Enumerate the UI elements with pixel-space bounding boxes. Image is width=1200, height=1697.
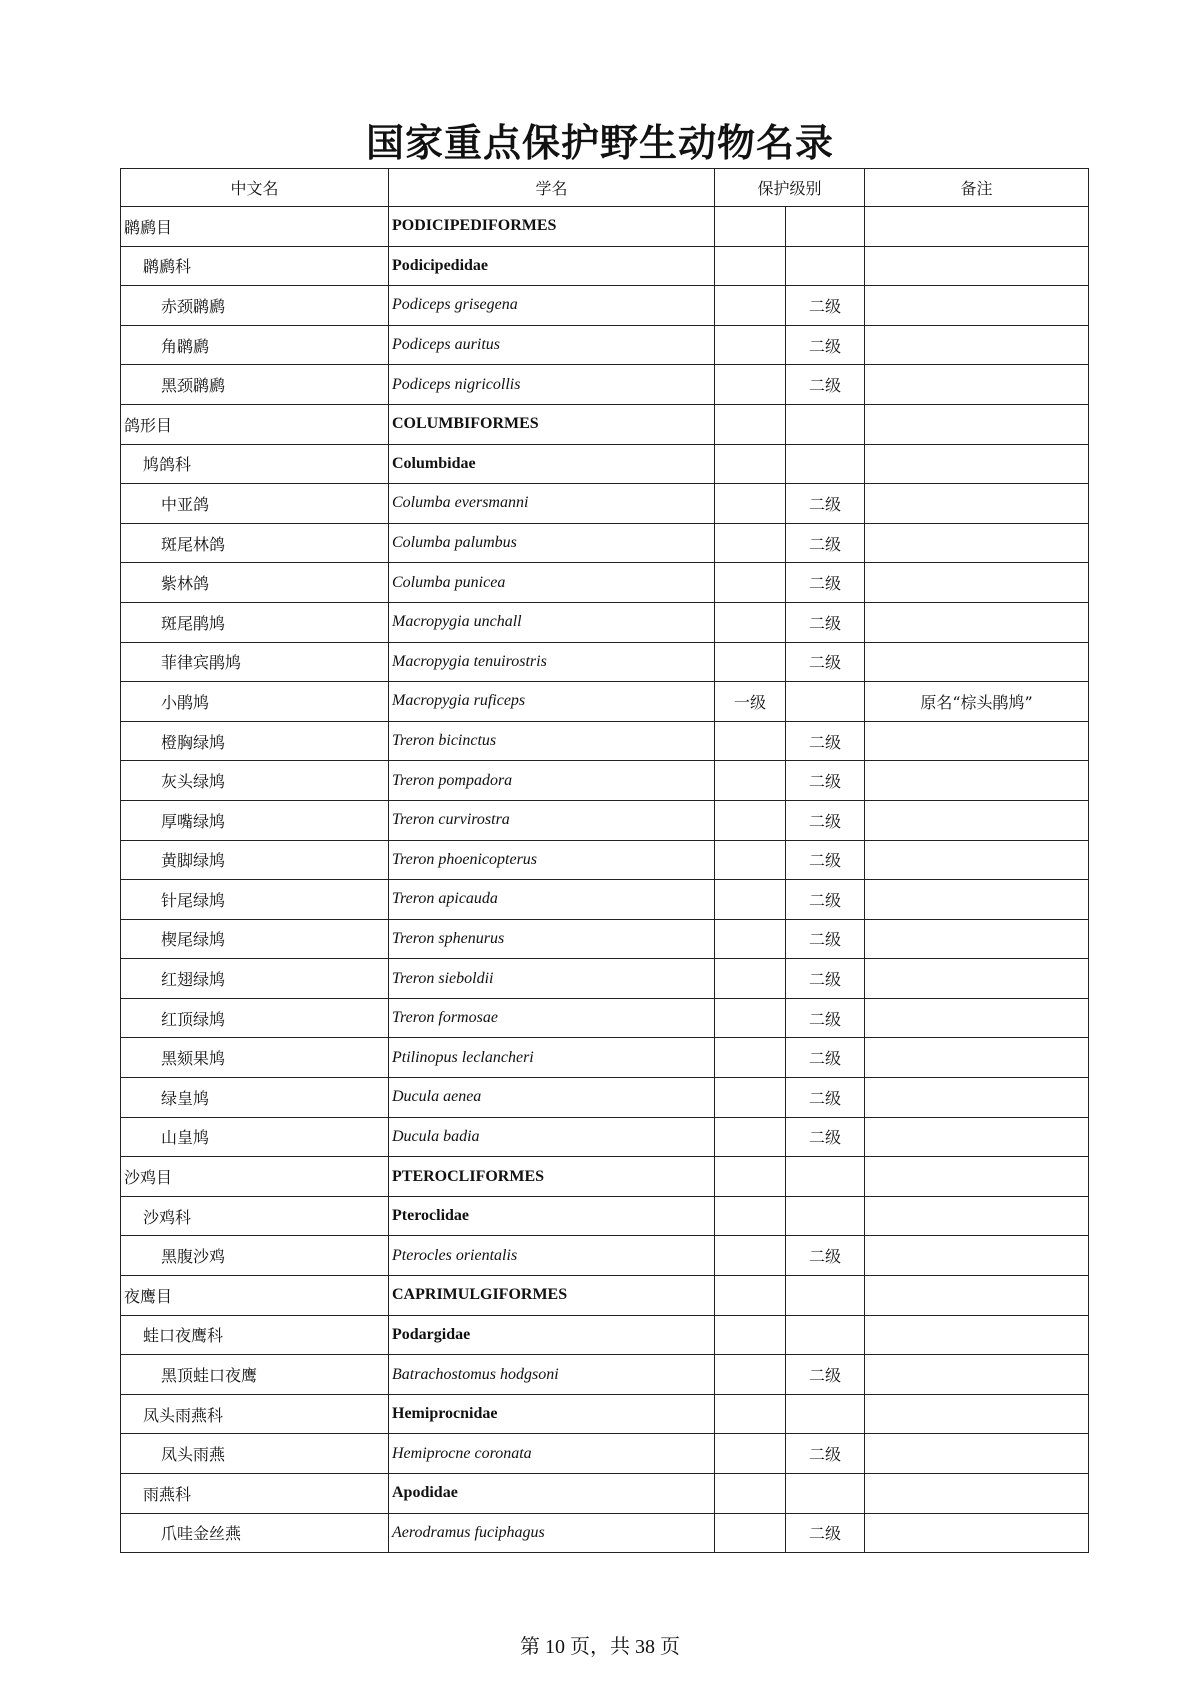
chinese-name-cell: 楔尾绿鸠 xyxy=(121,919,389,959)
level-two-cell: 二级 xyxy=(786,721,865,761)
table-row xyxy=(121,207,1089,247)
level-two-cell xyxy=(786,207,865,247)
remarks-cell xyxy=(865,1394,1089,1434)
table-row xyxy=(121,840,1089,880)
table-row xyxy=(121,1434,1089,1474)
chinese-name-cell: 红顶绿鸠 xyxy=(121,998,389,1038)
level-two-cell: 二级 xyxy=(786,1434,865,1474)
scientific-name-cell: PODICIPEDIFORMES xyxy=(389,207,715,247)
remarks-cell xyxy=(865,246,1089,286)
table-row xyxy=(121,880,1089,920)
header-remarks: 备注 xyxy=(865,169,1089,207)
level-two-cell: 二级 xyxy=(786,1236,865,1276)
chinese-name-cell: 雨燕科 xyxy=(121,1474,389,1514)
remarks-cell xyxy=(865,642,1089,682)
scientific-name-cell: COLUMBIFORMES xyxy=(389,404,715,444)
scientific-name-cell: Ptilinopus leclancheri xyxy=(389,1038,715,1078)
level-one-cell xyxy=(715,800,786,840)
remarks-cell xyxy=(865,602,1089,642)
level-one-cell xyxy=(715,1394,786,1434)
level-two-cell xyxy=(786,1276,865,1316)
remarks-cell xyxy=(865,721,1089,761)
level-two-cell: 二级 xyxy=(786,523,865,563)
level-two-cell: 二级 xyxy=(786,365,865,405)
level-two-cell: 二级 xyxy=(786,286,865,326)
level-one-cell xyxy=(715,721,786,761)
table-row xyxy=(121,1315,1089,1355)
table-row xyxy=(121,602,1089,642)
level-one-cell xyxy=(715,1315,786,1355)
chinese-name-cell: 紫林鸽 xyxy=(121,563,389,603)
remarks-cell xyxy=(865,563,1089,603)
table-row xyxy=(121,1117,1089,1157)
chinese-name-cell: 夜鹰目 xyxy=(121,1276,389,1316)
level-one-cell xyxy=(715,959,786,999)
level-one-cell xyxy=(715,1434,786,1474)
table-row xyxy=(121,642,1089,682)
level-two-cell: 二级 xyxy=(786,959,865,999)
scientific-name-cell: Columba punicea xyxy=(389,563,715,603)
level-one-cell xyxy=(715,1078,786,1118)
remarks-cell xyxy=(865,800,1089,840)
table-row xyxy=(121,1078,1089,1118)
remarks-cell xyxy=(865,998,1089,1038)
table-row xyxy=(121,444,1089,484)
level-one-cell xyxy=(715,998,786,1038)
chinese-name-cell: 赤颈䴙䴘 xyxy=(121,286,389,326)
level-two-cell: 二级 xyxy=(786,1078,865,1118)
remarks-cell xyxy=(865,1474,1089,1514)
level-one-cell xyxy=(715,286,786,326)
level-one-cell xyxy=(715,880,786,920)
table-row xyxy=(121,1196,1089,1236)
chinese-name-cell: 中亚鸽 xyxy=(121,484,389,524)
level-two-cell: 二级 xyxy=(786,998,865,1038)
table-row xyxy=(121,246,1089,286)
scientific-name-cell: Treron apicauda xyxy=(389,880,715,920)
chinese-name-cell: 橙胸绿鸠 xyxy=(121,721,389,761)
table-row xyxy=(121,721,1089,761)
scientific-name-cell: CAPRIMULGIFORMES xyxy=(389,1276,715,1316)
level-one-cell xyxy=(715,1276,786,1316)
level-one-cell xyxy=(715,246,786,286)
table-row xyxy=(121,523,1089,563)
chinese-name-cell: 䴙䴘科 xyxy=(121,246,389,286)
chinese-name-cell: 沙鸡目 xyxy=(121,1157,389,1197)
level-two-cell: 二级 xyxy=(786,1038,865,1078)
remarks-cell: 原名“棕头鹃鸠” xyxy=(865,682,1089,722)
remarks-cell xyxy=(865,404,1089,444)
scientific-name-cell: Columbidae xyxy=(389,444,715,484)
table-row xyxy=(121,1038,1089,1078)
remarks-cell xyxy=(865,365,1089,405)
table-row xyxy=(121,998,1089,1038)
level-one-cell xyxy=(715,1236,786,1276)
scientific-name-cell: Treron phoenicopterus xyxy=(389,840,715,880)
scientific-name-cell: Batrachostomus hodgsoni xyxy=(389,1355,715,1395)
remarks-cell xyxy=(865,1276,1089,1316)
level-one-cell xyxy=(715,1196,786,1236)
chinese-name-cell: 凤头雨燕科 xyxy=(121,1394,389,1434)
remarks-cell xyxy=(865,325,1089,365)
level-one-cell xyxy=(715,404,786,444)
level-two-cell xyxy=(786,444,865,484)
level-one-cell xyxy=(715,602,786,642)
level-one-cell xyxy=(715,325,786,365)
remarks-cell xyxy=(865,1236,1089,1276)
scientific-name-cell: Aerodramus fuciphagus xyxy=(389,1513,715,1553)
remarks-cell xyxy=(865,840,1089,880)
scientific-name-cell: Podargidae xyxy=(389,1315,715,1355)
chinese-name-cell: 角䴙䴘 xyxy=(121,325,389,365)
level-one-cell xyxy=(715,1157,786,1197)
scientific-name-cell: Ducula aenea xyxy=(389,1078,715,1118)
level-two-cell: 二级 xyxy=(786,1513,865,1553)
remarks-cell xyxy=(865,1355,1089,1395)
table-row xyxy=(121,286,1089,326)
chinese-name-cell: 鸠鸽科 xyxy=(121,444,389,484)
remarks-cell xyxy=(865,1038,1089,1078)
table-row xyxy=(121,919,1089,959)
table-row xyxy=(121,1276,1089,1316)
table-header-row xyxy=(121,169,1089,207)
remarks-cell xyxy=(865,444,1089,484)
chinese-name-cell: 黑颏果鸠 xyxy=(121,1038,389,1078)
level-one-cell xyxy=(715,1117,786,1157)
chinese-name-cell: 凤头雨燕 xyxy=(121,1434,389,1474)
chinese-name-cell: 斑尾鹃鸠 xyxy=(121,602,389,642)
scientific-name-cell: Podiceps nigricollis xyxy=(389,365,715,405)
chinese-name-cell: 厚嘴绿鸠 xyxy=(121,800,389,840)
level-one-cell xyxy=(715,642,786,682)
level-one-cell xyxy=(715,1474,786,1514)
scientific-name-cell: Podicipedidae xyxy=(389,246,715,286)
scientific-name-cell: Macropygia tenuirostris xyxy=(389,642,715,682)
level-one-cell xyxy=(715,207,786,247)
level-one-cell: 一级 xyxy=(715,682,786,722)
level-two-cell: 二级 xyxy=(786,602,865,642)
level-one-cell xyxy=(715,919,786,959)
chinese-name-cell: 蛙口夜鹰科 xyxy=(121,1315,389,1355)
remarks-cell xyxy=(865,1513,1089,1553)
level-two-cell xyxy=(786,1157,865,1197)
chinese-name-cell: 斑尾林鸽 xyxy=(121,523,389,563)
level-two-cell: 二级 xyxy=(786,563,865,603)
level-two-cell: 二级 xyxy=(786,1355,865,1395)
level-two-cell: 二级 xyxy=(786,840,865,880)
level-one-cell xyxy=(715,563,786,603)
level-two-cell: 二级 xyxy=(786,484,865,524)
scientific-name-cell: Podiceps auritus xyxy=(389,325,715,365)
level-two-cell: 二级 xyxy=(786,919,865,959)
level-one-cell xyxy=(715,523,786,563)
remarks-cell xyxy=(865,919,1089,959)
chinese-name-cell: 沙鸡科 xyxy=(121,1196,389,1236)
level-one-cell xyxy=(715,840,786,880)
chinese-name-cell: 䴙䴘目 xyxy=(121,207,389,247)
table-row xyxy=(121,959,1089,999)
scientific-name-cell: Pteroclidae xyxy=(389,1196,715,1236)
remarks-cell xyxy=(865,880,1089,920)
header-chinese-name: 中文名 xyxy=(121,169,389,207)
table-row xyxy=(121,484,1089,524)
header-protection-level: 保护级别 xyxy=(715,169,865,207)
page-title: 国家重点保护野生动物名录 xyxy=(365,120,834,165)
remarks-cell xyxy=(865,761,1089,801)
table-row xyxy=(121,365,1089,405)
table-row xyxy=(121,1157,1089,1197)
remarks-cell xyxy=(865,286,1089,326)
level-two-cell: 二级 xyxy=(786,800,865,840)
level-two-cell xyxy=(786,1196,865,1236)
level-two-cell: 二级 xyxy=(786,1117,865,1157)
scientific-name-cell: Macropygia unchall xyxy=(389,602,715,642)
scientific-name-cell: Treron sieboldii xyxy=(389,959,715,999)
scientific-name-cell: Treron pompadora xyxy=(389,761,715,801)
table-row xyxy=(121,404,1089,444)
chinese-name-cell: 鸽形目 xyxy=(121,404,389,444)
level-one-cell xyxy=(715,365,786,405)
level-two-cell: 二级 xyxy=(786,325,865,365)
chinese-name-cell: 爪哇金丝燕 xyxy=(121,1513,389,1553)
scientific-name-cell: Hemiprocnidae xyxy=(389,1394,715,1434)
scientific-name-cell: Hemiprocne coronata xyxy=(389,1434,715,1474)
table-body xyxy=(121,207,1089,1553)
scientific-name-cell: Podiceps grisegena xyxy=(389,286,715,326)
chinese-name-cell: 灰头绿鸠 xyxy=(121,761,389,801)
scientific-name-cell: Apodidae xyxy=(389,1474,715,1514)
table-row xyxy=(121,563,1089,603)
chinese-name-cell: 红翅绿鸠 xyxy=(121,959,389,999)
level-two-cell xyxy=(786,246,865,286)
scientific-name-cell: Treron bicinctus xyxy=(389,721,715,761)
level-one-cell xyxy=(715,1355,786,1395)
level-two-cell xyxy=(786,1315,865,1355)
level-one-cell xyxy=(715,1513,786,1553)
chinese-name-cell: 黄脚绿鸠 xyxy=(121,840,389,880)
level-two-cell xyxy=(786,682,865,722)
table-row xyxy=(121,682,1089,722)
remarks-cell xyxy=(865,1117,1089,1157)
chinese-name-cell: 针尾绿鸠 xyxy=(121,880,389,920)
level-two-cell xyxy=(786,1394,865,1434)
scientific-name-cell: Columba palumbus xyxy=(389,523,715,563)
remarks-cell xyxy=(865,1315,1089,1355)
scientific-name-cell: Treron sphenurus xyxy=(389,919,715,959)
remarks-cell xyxy=(865,1434,1089,1474)
header-scientific-name: 学名 xyxy=(389,169,715,207)
remarks-cell xyxy=(865,959,1089,999)
table-row xyxy=(121,1394,1089,1434)
remarks-cell xyxy=(865,484,1089,524)
chinese-name-cell: 黑颈䴙䴘 xyxy=(121,365,389,405)
scientific-name-cell: Macropygia ruficeps xyxy=(389,682,715,722)
chinese-name-cell: 山皇鸠 xyxy=(121,1117,389,1157)
chinese-name-cell: 菲律宾鹃鸠 xyxy=(121,642,389,682)
remarks-cell xyxy=(865,1157,1089,1197)
level-two-cell: 二级 xyxy=(786,880,865,920)
scientific-name-cell: PTEROCLIFORMES xyxy=(389,1157,715,1197)
remarks-cell xyxy=(865,207,1089,247)
chinese-name-cell: 黑腹沙鸡 xyxy=(121,1236,389,1276)
page-number: 第 10 页，共 38 页 xyxy=(520,1636,680,1658)
table-row xyxy=(121,1474,1089,1514)
table-row xyxy=(121,325,1089,365)
chinese-name-cell: 黑顶蛙口夜鹰 xyxy=(121,1355,389,1395)
species-table xyxy=(120,168,1089,1553)
level-two-cell: 二级 xyxy=(786,642,865,682)
level-one-cell xyxy=(715,444,786,484)
level-one-cell xyxy=(715,761,786,801)
level-two-cell: 二级 xyxy=(786,761,865,801)
level-one-cell xyxy=(715,1038,786,1078)
table-row xyxy=(121,800,1089,840)
table-row xyxy=(121,761,1089,801)
scientific-name-cell: Pterocles orientalis xyxy=(389,1236,715,1276)
scientific-name-cell: Ducula badia xyxy=(389,1117,715,1157)
chinese-name-cell: 小鹃鸠 xyxy=(121,682,389,722)
remarks-cell xyxy=(865,523,1089,563)
table-row xyxy=(121,1355,1089,1395)
scientific-name-cell: Columba eversmanni xyxy=(389,484,715,524)
remarks-cell xyxy=(865,1196,1089,1236)
table-row xyxy=(121,1513,1089,1553)
table-row xyxy=(121,1236,1089,1276)
remarks-cell xyxy=(865,1078,1089,1118)
level-one-cell xyxy=(715,484,786,524)
scientific-name-cell: Treron formosae xyxy=(389,998,715,1038)
level-two-cell xyxy=(786,1474,865,1514)
chinese-name-cell: 绿皇鸠 xyxy=(121,1078,389,1118)
level-two-cell xyxy=(786,404,865,444)
scientific-name-cell: Treron curvirostra xyxy=(389,800,715,840)
